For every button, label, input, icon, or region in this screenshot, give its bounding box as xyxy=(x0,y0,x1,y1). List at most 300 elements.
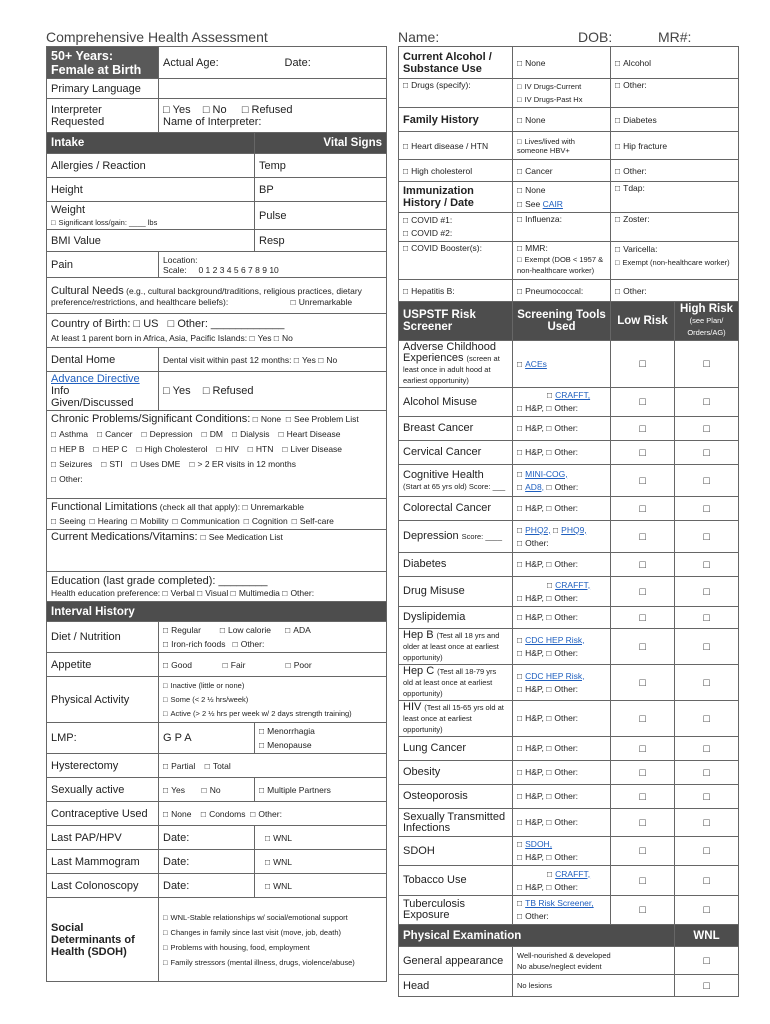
uspstf-adverse-childhood-experiences-tool-link[interactable]: ACEs xyxy=(525,358,547,369)
immunization-label: Immunization History / Date xyxy=(399,182,513,213)
uspstf-adverse-childhood-experiences-tool-checkbox[interactable] xyxy=(517,359,525,369)
uspstf-dyslipidemia-other-checkbox[interactable]: □ Other: xyxy=(546,612,578,622)
hysterectomy-partial-checkbox[interactable]: □ Partial xyxy=(163,761,195,771)
uspstf-colorectal-cancer-hp-checkbox[interactable]: □ H&P, xyxy=(517,503,544,513)
chronic-problems-label: Chronic Problems/Significant Conditions: xyxy=(51,413,251,425)
contraceptive-none-checkbox[interactable]: □ None xyxy=(163,809,191,819)
height-label[interactable]: Height xyxy=(47,178,255,202)
uspstf-hep-b-tool-link[interactable]: CDC HEP Risk, xyxy=(525,634,585,645)
interpreter-no-checkbox[interactable]: □ No xyxy=(203,104,227,116)
uspstf-sdoh-low-risk-checkbox[interactable]: □ xyxy=(611,837,675,866)
uspstf-tobacco-use-hp-checkbox[interactable]: □ H&P, xyxy=(517,882,544,892)
uspstf-colorectal-cancer-low-risk-checkbox[interactable]: □ xyxy=(611,497,675,521)
uspstf-lung-cancer-label: Lung Cancer xyxy=(403,742,466,754)
uspstf-colorectal-cancer-label: Colorectal Cancer xyxy=(403,502,492,514)
mr-label: MR#: xyxy=(658,29,692,45)
family-history-label: Family History xyxy=(399,108,513,132)
diet-regular-checkbox[interactable]: □ Regular xyxy=(163,625,201,635)
chronic-uses-dme-checkbox[interactable]: □ Uses DME xyxy=(132,459,181,469)
family-other-checkbox[interactable]: □ Other: xyxy=(615,166,647,176)
chronic-2-er-visits-in-12-months-checkbox[interactable]: □ > 2 ER visits in 12 months xyxy=(189,459,296,469)
see-medication-list-checkbox[interactable]: □ See Medication List xyxy=(201,532,283,542)
uspstf-lung-cancer-high-risk-checkbox[interactable]: □ xyxy=(675,737,739,761)
contraceptive-condoms-checkbox[interactable]: □ Condoms xyxy=(201,809,246,819)
activity-inactive-checkbox[interactable]: □ Inactive (little or none) xyxy=(163,679,382,693)
uspstf-tuberculosis-exposure-tool-checkbox[interactable] xyxy=(517,898,525,908)
advance-directive-link[interactable]: Advance Directive xyxy=(51,373,140,385)
uspstf-diabetes-label: Diabetes xyxy=(403,558,447,570)
uspstf-lung-cancer-hp-checkbox[interactable]: □ H&P, xyxy=(517,743,544,753)
uspstf-hiv-label: HIV xyxy=(403,701,422,713)
interpreter-yes-checkbox[interactable]: □ Yes xyxy=(163,104,191,116)
uspstf-obesity-high-risk-checkbox[interactable]: □ xyxy=(675,761,739,785)
uspstf-depression-high-risk-checkbox[interactable]: □ xyxy=(675,521,739,553)
varicella-exempt-checkbox[interactable]: □ Exempt (non-healthcare worker) xyxy=(615,258,730,267)
uspstf-drug-misuse-other-checkbox[interactable]: □ Other: xyxy=(546,593,578,603)
uspstf-alcohol-misuse-high-risk-checkbox[interactable]: □ xyxy=(675,388,739,417)
mmr-checkbox[interactable]: □ MMR: xyxy=(517,243,606,254)
functional-self-care-checkbox[interactable]: □ Self-care xyxy=(292,516,334,526)
functional-check-all-note: (check all that apply): xyxy=(159,502,241,512)
uspstf-hiv-low-risk-checkbox[interactable]: □ xyxy=(611,701,675,737)
uspstf-tuberculosis-exposure-label: Tuberculosis Exposure xyxy=(403,898,465,921)
functional-cognition-checkbox[interactable]: □ Cognition xyxy=(244,516,288,526)
uspstf-header: USPSTF Risk Screener xyxy=(399,302,513,341)
uspstf-cognitive-health-note: (Start at 65 yrs old) Score: ___ xyxy=(403,481,506,491)
uspstf-cognitive-health-tool-link[interactable]: MINI-COG, xyxy=(525,468,568,479)
contraceptive-other-checkbox[interactable]: □ Other: xyxy=(250,809,282,819)
zoster-checkbox[interactable]: □ Zoster: xyxy=(615,214,650,224)
covid2-checkbox[interactable]: □ COVID #2: xyxy=(403,227,508,240)
sdoh-label: Social Determinants of Health (SDOH) xyxy=(47,898,159,982)
uspstf-drug-misuse-label: Drug Misuse xyxy=(403,585,465,597)
uspstf-sexually-transmitted-infections-low-risk-checkbox[interactable]: □ xyxy=(611,809,675,837)
uspstf-sexually-transmitted-infections-other-checkbox[interactable]: □ Other: xyxy=(546,817,578,827)
sdoh-option-3-checkbox[interactable]: □ Problems with housing, food, employment xyxy=(163,940,382,955)
diet-low-calorie-checkbox[interactable]: □ Low calorie xyxy=(220,625,271,635)
chronic-cancer-checkbox[interactable]: □ Cancer xyxy=(97,429,133,439)
uspstf-cervical-cancer-high-risk-checkbox[interactable]: □ xyxy=(675,441,739,465)
family-cholesterol-checkbox[interactable]: □ High cholesterol xyxy=(403,166,472,176)
physical-activity-label: Physical Activity xyxy=(47,677,159,723)
parent-born-label: At least 1 parent born in Africa, Asia, Pacific Islands: xyxy=(51,333,248,343)
family-cancer-checkbox[interactable]: □ Cancer xyxy=(517,166,553,176)
chronic-see-problem-list-checkbox[interactable]: □ See Problem List xyxy=(286,414,359,424)
uspstf-sdoh-tool-checkbox[interactable] xyxy=(517,839,525,849)
functional-seeing-checkbox[interactable]: □ Seeing xyxy=(51,516,86,526)
uspstf-hep-c-tool-checkbox[interactable] xyxy=(517,671,525,681)
cair-link[interactable]: CAIR xyxy=(542,199,563,209)
uspstf-depression-other-checkbox[interactable]: □ Other: xyxy=(517,538,549,548)
general-wnl-checkbox[interactable]: □ xyxy=(675,947,739,975)
family-none-checkbox[interactable]: □ None xyxy=(517,115,545,125)
uspstf-colorectal-cancer-other-checkbox[interactable]: □ Other: xyxy=(546,503,578,513)
chronic-conditions-list xyxy=(51,427,382,487)
hysterectomy-total-checkbox[interactable]: □ Total xyxy=(205,761,231,771)
bmi-label[interactable]: BMI Value xyxy=(47,230,255,252)
immunization-none-checkbox[interactable]: □ None xyxy=(517,183,606,197)
pref-other-checkbox[interactable]: □ Other: xyxy=(282,588,314,598)
uspstf-sexually-transmitted-infections-high-risk-checkbox[interactable]: □ xyxy=(675,809,739,837)
pref-verbal-checkbox[interactable]: □ Verbal xyxy=(163,588,195,598)
uspstf-dyslipidemia-hp-checkbox[interactable]: □ H&P, xyxy=(517,612,544,622)
chronic-high-cholesterol-checkbox[interactable]: □ High Cholesterol xyxy=(136,444,207,454)
family-lives-with-hbv-checkbox[interactable]: □ Lives/lived with someone HBV+ xyxy=(517,137,575,155)
pref-visual-checkbox[interactable]: □ Visual xyxy=(197,588,228,598)
uspstf-hep-c-low-risk-checkbox[interactable]: □ xyxy=(611,665,675,701)
uspstf-tuberculosis-exposure-low-risk-checkbox[interactable]: □ xyxy=(611,896,675,925)
uspstf-lung-cancer-low-risk-checkbox[interactable]: □ xyxy=(611,737,675,761)
phq2-link[interactable]: PHQ2, xyxy=(525,524,551,535)
substance-other-checkbox[interactable]: □ Other: xyxy=(615,80,647,90)
temp-label[interactable]: Temp xyxy=(255,154,387,178)
uspstf-hep-c-other-checkbox[interactable]: □ Other: xyxy=(546,684,578,694)
last-mammogram-date-field[interactable]: Date: xyxy=(159,850,255,874)
varicella-checkbox[interactable]: □ Varicella: xyxy=(615,243,734,256)
diet-iron-rich-checkbox[interactable]: □ Iron-rich foods xyxy=(163,639,225,649)
diet-label: Diet / Nutrition xyxy=(47,622,159,653)
uspstf-breast-cancer-low-risk-checkbox[interactable]: □ xyxy=(611,417,675,441)
directive-yes-checkbox[interactable]: □ Yes xyxy=(163,385,191,397)
family-diabetes-checkbox[interactable]: □ Diabetes xyxy=(615,115,657,125)
cultural-needs-label: Cultural Needs xyxy=(51,284,124,297)
chronic-liver-disease-checkbox[interactable]: □ Liver Disease xyxy=(282,444,342,454)
uspstf-tobacco-use-tool-link[interactable]: CRAFFT, xyxy=(555,868,591,879)
general-desc-abuse: No abuse/neglect evident xyxy=(517,961,602,971)
right-form-table xyxy=(398,46,739,997)
sexually-active-label: Sexually active xyxy=(47,778,159,802)
uspstf-hep-b-tool-checkbox[interactable] xyxy=(517,635,525,645)
screening-tools-header: Screening Tools Used xyxy=(513,302,611,341)
interval-history-header: Interval History xyxy=(47,602,387,622)
appetite-label: Appetite xyxy=(47,653,159,677)
uspstf-tobacco-use-tool-checkbox[interactable] xyxy=(547,869,555,879)
iv-drugs-current-checkbox[interactable]: □ IV Drugs-Current xyxy=(517,80,606,93)
contraceptive-label: Contraceptive Used xyxy=(47,802,159,826)
appetite-fair-checkbox[interactable]: □ Fair xyxy=(223,660,246,670)
chronic-seizures-checkbox[interactable]: □ Seizures xyxy=(51,459,92,469)
uspstf-cervical-cancer-hp-checkbox[interactable]: □ H&P, xyxy=(517,447,544,457)
uspstf-sdoh-other-checkbox[interactable]: □ Other: xyxy=(546,852,578,862)
sexually-active-yes-checkbox[interactable]: □ Yes xyxy=(163,785,185,795)
last-mammogram-label: Last Mammogram xyxy=(47,850,159,874)
uspstf-tobacco-use-other-checkbox[interactable]: □ Other: xyxy=(546,882,578,892)
pain-scale-label: Scale: xyxy=(163,264,187,275)
dental-yes-checkbox[interactable]: □ Yes xyxy=(294,355,316,365)
functional-communication-checkbox[interactable]: □ Communication xyxy=(172,516,239,526)
actual-age-field[interactable]: Actual Age: xyxy=(159,47,255,79)
multiple-partners-checkbox[interactable]: □ Multiple Partners xyxy=(259,785,331,795)
pain-location-field[interactable]: Location: xyxy=(163,254,198,265)
see-plan-note: (see Plan/ Orders/AG) xyxy=(687,316,726,337)
functional-unremarkable-checkbox[interactable]: □ Unremarkable xyxy=(242,502,304,512)
parent-born-yes-checkbox[interactable]: □ Yes xyxy=(249,333,271,343)
mmr-exempt-checkbox[interactable]: □ Exempt (DOB < 1957 & non-healthcare worker) xyxy=(517,255,603,275)
uspstf-alcohol-misuse-hp-checkbox[interactable]: □ H&P, xyxy=(517,403,544,413)
uspstf-osteoporosis-low-risk-checkbox[interactable]: □ xyxy=(611,785,675,809)
directive-refused-checkbox[interactable]: □ Refused xyxy=(203,385,254,397)
chronic-hiv-checkbox[interactable]: □ HIV xyxy=(216,444,238,454)
last-colonoscopy-date-field[interactable]: Date: xyxy=(159,874,255,898)
diet-ada-checkbox[interactable]: □ ADA xyxy=(285,625,311,635)
uspstf-cognitive-health-tool-checkbox[interactable] xyxy=(517,469,525,479)
uspstf-hep-c-high-risk-checkbox[interactable]: □ xyxy=(675,665,739,701)
uspstf-hep-c-label: Hep C xyxy=(403,665,435,677)
dob-label: DOB: xyxy=(578,29,613,45)
high-risk-header: High Risk xyxy=(679,303,734,315)
uspstf-hep-c-note: (Test all 18-79 yrs old at least once at earliest opportunity) xyxy=(403,667,497,698)
chronic-sti-checkbox[interactable]: □ STI xyxy=(101,459,122,469)
general-appearance-label: General appearance xyxy=(399,947,513,975)
uspstf-hep-b-other-checkbox[interactable]: □ Other: xyxy=(546,648,578,658)
uspstf-depression-note: Score: ____ xyxy=(461,532,503,541)
gpa-field[interactable]: G P A xyxy=(159,723,255,754)
uspstf-tobacco-use-high-risk-checkbox[interactable]: □ xyxy=(675,866,739,896)
chronic-dialysis-checkbox[interactable]: □ Dialysis xyxy=(232,429,269,439)
chronic-htn-checkbox[interactable]: □ HTN xyxy=(248,444,274,454)
chronic-none-checkbox[interactable]: □ None xyxy=(253,414,281,424)
ad8-link[interactable]: AD8, xyxy=(525,481,545,492)
name-of-interpreter-field[interactable]: Name of Interpreter: xyxy=(163,115,262,128)
uspstf-breast-cancer-high-risk-checkbox[interactable]: □ xyxy=(675,417,739,441)
uspstf-cognitive-health-low-risk-checkbox[interactable]: □ xyxy=(611,465,675,497)
bp-label[interactable]: BP xyxy=(255,178,387,202)
uspstf-sexually-transmitted-infections-hp-checkbox[interactable]: □ H&P, xyxy=(517,817,544,827)
uspstf-alcohol-misuse-tool-link[interactable]: CRAFFT, xyxy=(555,390,591,400)
uspstf-hep-b-hp-checkbox[interactable]: □ H&P, xyxy=(517,648,544,658)
uspstf-hep-b-note: (Test all 18 yrs and older at least once at earliest opportunity) xyxy=(403,631,500,662)
vital-signs-header: Vital Signs xyxy=(255,133,387,154)
uspstf-cognitive-health-label: Cognitive Health xyxy=(403,468,484,481)
uspstf-drug-misuse-tool-link[interactable]: CRAFFT, xyxy=(555,579,591,590)
uspstf-hep-b-high-risk-checkbox[interactable]: □ xyxy=(675,629,739,665)
primary-language-field[interactable] xyxy=(159,79,387,99)
influenza-checkbox[interactable]: □ Influenza: xyxy=(517,214,562,224)
uspstf-drug-misuse-tool-checkbox[interactable] xyxy=(547,580,555,590)
chronic-heart-disease-checkbox[interactable]: □ Heart Disease xyxy=(278,429,340,439)
uspstf-cognitive-health-high-risk-checkbox[interactable]: □ xyxy=(675,465,739,497)
menorrhagia-checkbox[interactable]: □ Menorrhagia xyxy=(259,724,382,738)
health-education-preference-label: Health education preference: xyxy=(51,587,161,598)
sdoh-options-list xyxy=(163,910,382,970)
substance-none-checkbox[interactable]: □ None xyxy=(517,58,545,68)
uspstf-diabetes-hp-checkbox[interactable]: □ H&P, xyxy=(517,559,544,569)
uspstf-cognitive-health-other-checkbox[interactable]: □ Other: xyxy=(546,482,578,492)
drugs-specify-checkbox[interactable]: □ Drugs (specify): xyxy=(403,80,471,90)
uspstf-adverse-childhood-experiences-label: Adverse Childhood Experiences xyxy=(403,341,496,364)
uspstf-osteoporosis-label: Osteoporosis xyxy=(403,790,468,802)
tdap-checkbox[interactable]: □ Tdap: xyxy=(615,183,645,193)
lmp-label[interactable]: LMP: xyxy=(47,723,159,754)
uspstf-lung-cancer-other-checkbox[interactable]: □ Other: xyxy=(546,743,578,753)
uspstf-tuberculosis-exposure-tool-link[interactable]: TB Risk Screener, xyxy=(525,898,594,908)
uspstf-cervical-cancer-other-checkbox[interactable]: □ Other: xyxy=(546,447,578,457)
chronic-depression-checkbox[interactable]: □ Depression xyxy=(142,429,193,439)
weight-label[interactable]: Weight xyxy=(51,203,86,216)
cultural-unremarkable-checkbox[interactable]: □ Unremarkable xyxy=(291,297,353,307)
covid1-checkbox[interactable]: □ COVID #1: xyxy=(403,214,508,227)
uspstf-depression-label: Depression xyxy=(403,530,459,542)
family-hip-fracture-checkbox[interactable]: □ Hip fracture xyxy=(615,141,667,151)
uspstf-hep-b-low-risk-checkbox[interactable]: □ xyxy=(611,629,675,665)
uspstf-sdoh-tool-link[interactable]: SDOH, xyxy=(525,839,553,849)
phq9-link[interactable]: PHQ9, xyxy=(561,524,587,535)
head-wnl-checkbox[interactable]: □ xyxy=(675,975,739,997)
last-pap-label: Last PAP/HPV xyxy=(47,826,159,850)
uspstf-osteoporosis-high-risk-checkbox[interactable]: □ xyxy=(675,785,739,809)
age-group-header: 50+ Years: Female at Birth xyxy=(47,47,159,79)
uspstf-tobacco-use-label: Tobacco Use xyxy=(403,874,467,886)
chronic-hep-b-checkbox[interactable]: □ HEP B xyxy=(51,444,85,454)
last-colonoscopy-wnl-checkbox[interactable]: □ WNL xyxy=(265,881,292,891)
iv-drugs-past-checkbox[interactable]: □ IV Drugs-Past Hx xyxy=(517,93,606,106)
low-risk-header: Low Risk xyxy=(611,302,675,341)
uspstf-sexually-transmitted-infections-label: Sexually Transmitted Infections xyxy=(403,810,506,834)
phq9-checkbox[interactable] xyxy=(553,525,561,535)
uspstf-depression-low-risk-checkbox[interactable]: □ xyxy=(611,521,675,553)
last-pap-date-field[interactable]: Date: xyxy=(159,826,255,850)
sdoh-option-2-checkbox[interactable]: □ Changes in family since last visit (move, job, death) xyxy=(163,925,382,940)
uspstf-colorectal-cancer-high-risk-checkbox[interactable]: □ xyxy=(675,497,739,521)
primary-language-label: Primary Language xyxy=(47,79,159,99)
uspstf-alcohol-misuse-tool-checkbox[interactable] xyxy=(547,390,555,400)
uspstf-hiv-note: (Test all 15-65 yrs old at least once at earliest opportunity) xyxy=(403,703,504,734)
uspstf-sdoh-label: SDOH xyxy=(403,844,435,857)
uspstf-hiv-other-checkbox[interactable]: □ Other: xyxy=(546,713,578,723)
uspstf-breast-cancer-other-checkbox[interactable]: □ Other: xyxy=(546,423,578,433)
name-label: Name: xyxy=(398,29,440,45)
uspstf-rows xyxy=(399,341,739,925)
sexually-active-no-checkbox[interactable]: □ No xyxy=(202,785,221,795)
uspstf-diabetes-other-checkbox[interactable]: □ Other: xyxy=(546,559,578,569)
uspstf-dyslipidemia-high-risk-checkbox[interactable]: □ xyxy=(675,607,739,629)
ad8-checkbox[interactable] xyxy=(517,482,525,492)
appetite-good-checkbox[interactable]: □ Good xyxy=(163,660,192,670)
uspstf-drug-misuse-low-risk-checkbox[interactable]: □ xyxy=(611,577,675,607)
hysterectomy-label: Hysterectomy xyxy=(47,754,159,778)
uspstf-obesity-hp-checkbox[interactable]: □ H&P, xyxy=(517,767,544,777)
uspstf-obesity-other-checkbox[interactable]: □ Other: xyxy=(546,767,578,777)
uspstf-tuberculosis-exposure-high-risk-checkbox[interactable]: □ xyxy=(675,896,739,925)
uspstf-cervical-cancer-label: Cervical Cancer xyxy=(403,446,482,458)
substance-alcohol-checkbox[interactable]: □ Alcohol xyxy=(615,58,651,68)
appetite-poor-checkbox[interactable]: □ Poor xyxy=(286,660,312,670)
uspstf-hiv-high-risk-checkbox[interactable]: □ xyxy=(675,701,739,737)
uspstf-hep-c-hp-checkbox[interactable]: □ H&P, xyxy=(517,684,544,694)
uspstf-drug-misuse-high-risk-checkbox[interactable]: □ xyxy=(675,577,739,607)
uspstf-breast-cancer-hp-checkbox[interactable]: □ H&P, xyxy=(517,423,544,433)
uspstf-alcohol-misuse-low-risk-checkbox[interactable]: □ xyxy=(611,388,675,417)
uspstf-obesity-low-risk-checkbox[interactable]: □ xyxy=(611,761,675,785)
uspstf-sdoh-high-risk-checkbox[interactable]: □ xyxy=(675,837,739,866)
country-us-checkbox[interactable]: □ US xyxy=(134,318,159,330)
head-no-lesions: No lesions xyxy=(513,975,675,997)
uspstf-cervical-cancer-low-risk-checkbox[interactable]: □ xyxy=(611,441,675,465)
chronic-asthma-checkbox[interactable]: □ Asthma xyxy=(51,429,88,439)
pneumococcal-checkbox[interactable]: □ Pneumococcal: xyxy=(517,286,583,296)
family-heart-checkbox[interactable]: □ Heart disease / HTN xyxy=(403,141,488,151)
country-other-checkbox[interactable]: □ Other: ____________ xyxy=(168,318,285,330)
cultural-needs-description: (e.g., cultural background/traditions, religious practices, dietary preference/restrictions, and healthcare beliefs): xyxy=(51,285,362,307)
interpreter-label: Interpreter Requested xyxy=(47,99,159,133)
functional-limitations-label: Functional Limitations xyxy=(51,501,158,513)
uspstf-alcohol-misuse-other-checkbox[interactable]: □ Other: xyxy=(546,403,578,413)
pref-multimedia-checkbox[interactable]: □ Multimedia xyxy=(231,588,280,598)
uspstf-osteoporosis-other-checkbox[interactable]: □ Other: xyxy=(546,791,578,801)
alcohol-substance-label: Current Alcohol / Substance Use xyxy=(399,47,513,79)
uspstf-drug-misuse-hp-checkbox[interactable]: □ H&P, xyxy=(517,593,544,603)
functional-limitations-list xyxy=(51,514,382,528)
dental-no-checkbox[interactable]: □ No xyxy=(318,355,337,365)
immunization-other-checkbox[interactable]: □ Other: xyxy=(615,286,647,296)
activity-some-checkbox[interactable]: □ Some (< 2 ½ hrs/week) xyxy=(163,693,382,707)
uspstf-tuberculosis-exposure-other-checkbox[interactable]: □ Other: xyxy=(517,911,549,921)
sdoh-option-1-checkbox[interactable]: □ WNL-Stable relationships w/ social/emotional support xyxy=(163,910,382,925)
left-form-table xyxy=(46,46,387,982)
uspstf-dyslipidemia-label: Dyslipidemia xyxy=(403,611,466,623)
hepatitis-b-checkbox[interactable]: □ Hepatitis B: xyxy=(403,286,455,296)
pulse-label[interactable]: Pulse xyxy=(255,202,387,230)
chronic-dm-checkbox[interactable]: □ DM xyxy=(202,429,223,439)
allergies-label[interactable]: Allergies / Reaction xyxy=(47,154,255,178)
functional-hearing-checkbox[interactable]: □ Hearing xyxy=(90,516,128,526)
uspstf-sdoh-hp-checkbox[interactable]: □ H&P, xyxy=(517,852,544,862)
uspstf-tobacco-use-low-risk-checkbox[interactable]: □ xyxy=(611,866,675,896)
uspstf-alcohol-misuse-label: Alcohol Misuse xyxy=(403,395,477,408)
uspstf-diabetes-low-risk-checkbox[interactable]: □ xyxy=(611,553,675,577)
education-label[interactable]: Education (last grade completed): ________ xyxy=(51,574,268,587)
dental-visit-label: Dental visit within past 12 months: xyxy=(163,354,292,365)
intake-header: Intake xyxy=(47,133,255,154)
form-title: Comprehensive Health Assessment xyxy=(46,29,268,45)
uspstf-hep-b-label: Hep B xyxy=(403,629,434,641)
last-pap-wnl-checkbox[interactable]: □ WNL xyxy=(265,833,292,843)
uspstf-depression-tool-checkbox[interactable] xyxy=(517,525,525,535)
last-mammogram-wnl-checkbox[interactable]: □ WNL xyxy=(265,857,292,867)
uspstf-obesity-label: Obesity xyxy=(403,766,441,778)
functional-mobility-checkbox[interactable]: □ Mobility xyxy=(132,516,169,526)
uspstf-adverse-childhood-experiences-note: (screen at least once in adult hood at earliest opportunity) xyxy=(403,354,500,385)
uspstf-diabetes-high-risk-checkbox[interactable]: □ xyxy=(675,553,739,577)
covid-booster-checkbox[interactable]: □ COVID Booster(s): xyxy=(403,243,482,253)
physical-exam-header: Physical Examination xyxy=(399,925,675,947)
chronic-other-checkbox[interactable]: □ Other: xyxy=(51,474,83,484)
uspstf-breast-cancer-label: Breast Cancer xyxy=(403,422,474,434)
uspstf-hiv-hp-checkbox[interactable]: □ H&P, xyxy=(517,713,544,723)
pain-scale-numbers[interactable]: 0 1 2 3 4 5 6 7 8 9 10 xyxy=(198,264,279,275)
info-given-label: Info Given/Discussed xyxy=(51,385,134,409)
date-field[interactable]: Date: xyxy=(255,47,387,79)
uspstf-osteoporosis-hp-checkbox[interactable]: □ H&P, xyxy=(517,791,544,801)
country-of-birth-label: Country of Birth: xyxy=(51,318,131,330)
parent-born-no-checkbox[interactable]: □ No xyxy=(274,333,293,343)
sdoh-option-4-checkbox[interactable]: □ Family stressors (mental illness, drugs, violence/abuse) xyxy=(163,955,382,970)
resp-label[interactable]: Resp xyxy=(255,230,387,252)
significant-loss-checkbox[interactable]: □ Significant loss/gain: ____ lbs xyxy=(51,218,157,227)
uspstf-adverse-childhood-experiences-high-risk-checkbox[interactable]: □ xyxy=(675,341,739,388)
interpreter-refused-checkbox[interactable]: □ Refused xyxy=(242,104,293,116)
diet-other-checkbox[interactable]: □ Other: xyxy=(233,639,265,649)
dental-home-label: Dental Home xyxy=(47,348,159,372)
menopause-checkbox[interactable]: □ Menopause xyxy=(259,738,382,752)
activity-active-checkbox[interactable]: □ Active (> 2 ½ hrs per week w/ 2 days strength training) xyxy=(163,707,382,721)
immunization-see-checkbox[interactable]: □ See xyxy=(517,199,540,209)
uspstf-dyslipidemia-low-risk-checkbox[interactable]: □ xyxy=(611,607,675,629)
uspstf-adverse-childhood-experiences-low-risk-checkbox[interactable]: □ xyxy=(611,341,675,388)
head-label: Head xyxy=(399,975,513,997)
chronic-hep-c-checkbox[interactable]: □ HEP C xyxy=(94,444,128,454)
uspstf-hep-c-tool-link[interactable]: CDC HEP Risk, xyxy=(525,670,585,681)
